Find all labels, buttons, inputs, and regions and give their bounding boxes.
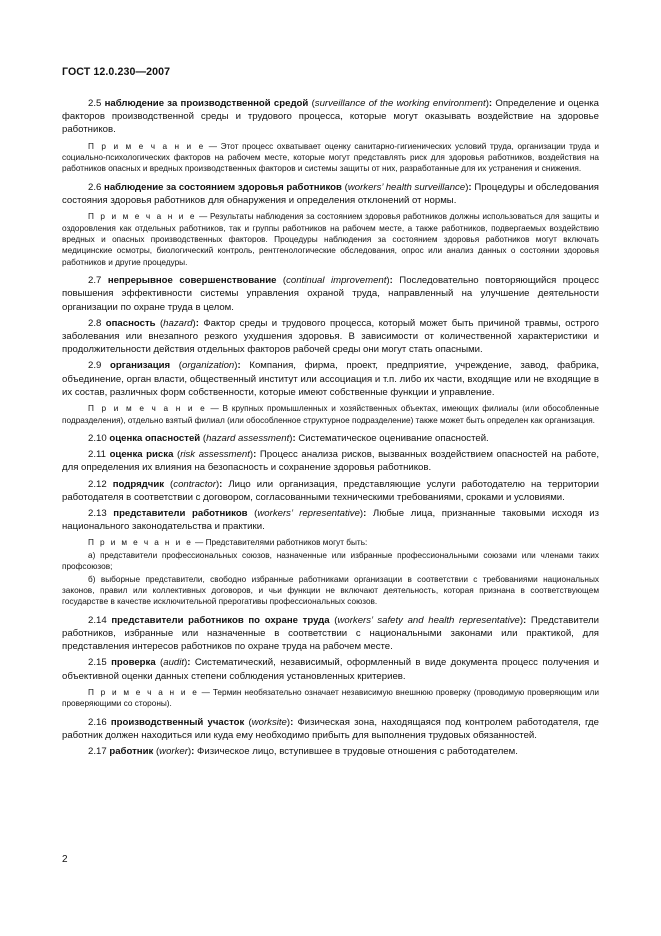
term-colon: : <box>468 181 472 193</box>
term-english: surveillance of the working environment <box>314 98 486 109</box>
term-definition: Последовательно повторяющийся процесс повышения эффективности системы управления охраной труда, направленный на улучшение деятельности организации по охране труда в целом. <box>62 275 599 313</box>
term-colon: : <box>363 507 367 519</box>
document-header: ГОСТ 12.0.230—2007 <box>62 66 171 78</box>
term-entry: 2.10 оценка опасностей (hazard assessment): Систематическое оценивание опасностей. <box>88 432 489 444</box>
term-entry: 2.9 организация (organization): Компания, фирма, проект, предприятие, учреждение, завод, фабрика, объединение, орган власти, общественный институт или ассоциация и т.п. либо их части, входящие или не входящие в их состав, различных форм собственности, которые имеют собственные функции и управление. <box>62 360 599 398</box>
term-definition: Любые лица, признанные таковыми исходя из национального законодательства и практики. <box>62 507 599 533</box>
term-entry: 2.8 опасность (hazard): Фактор среды и трудового процесса, который может быть причиной травмы, острого заболевания или внезапного резкого ухудшения здоровья. В зависимости от количественной характеристики и продолжительности действия отдельных факторов рабочей среды они могут стать опасными. <box>62 317 599 356</box>
term-note <box>62 141 599 175</box>
term-definition: Процесс анализа рисков, вызванных воздействием опасностей на работе, для определения их влияния на безопасность и сохранение здоровья работников. <box>62 449 599 474</box>
note-label: П р и м е ч а н и е <box>88 538 193 548</box>
term-entry: 2.12 подрядчик (contractor): Лицо или организация, представляющие услуги работодателю на территории работодателя в соответствии с договором, согласованными техническими требованиями, сроками и условиями. <box>62 478 599 503</box>
term-entry: 2.15 проверка (audit): Систематический, независимый, оформленный в виде документа процесс получения и объективной оценки данных степени соблюдения установленных критериев. <box>62 657 599 682</box>
term-entry: 2.6 наблюдение за состоянием здоровья работников (workers’ health surveillance): Процедуры и обследования состояния здоровья работников для обнаружения и определения отклонений от нормы. <box>62 181 600 207</box>
term-name: наблюдение за производственной средой <box>104 98 309 109</box>
note-label: П р и м е ч а н и е <box>88 404 207 414</box>
note-text: Этот процесс охватывает оценку санитарно-гигиенических условий труда, организации труда и социально-психологических факторов на рабочем месте, которые могут представлять риск для здоровья работников, воздействия на работников опасных и вредных производственных факторов и системы защиты от них, разработанные для их устранения и снижения. <box>62 141 599 174</box>
term-definition: Компания, фирма, проект, предприятие, учреждение, завод, фабрика, объединение, орган власти, общественный институт или ассоциация и т.п. либо их части, входящие или не входящие в их состав, различных форм собственности, которые имеют собственные функции и управление. <box>62 360 599 398</box>
term-note <box>62 537 599 548</box>
note-text: б) выборные представители, свободно избранные работниками организации в соответствии с требованиями национальных законов, правил или коллективных договоров, и чьи функции не включают деятельность, которая признана в соответствующем государстве в качестве исключительной прерогативы профессиональных союзов. <box>62 574 599 607</box>
note-label: П р и м е ч а н и е <box>88 141 206 151</box>
term-number: 2.7 <box>88 275 102 287</box>
term-name: подрядчик <box>112 478 165 490</box>
term-english: worker <box>159 746 188 757</box>
term-entry: 2.13 представители работников (workers’ representative): Любые лица, признанные таковыми исходя из национального законодательства и практики. <box>62 507 599 533</box>
term-definition: Лицо или организация, представляющие услуги работодателю на территории работодателя в соответствии с договором, согласованными техническими требованиями, сроками и условиями. <box>62 478 599 503</box>
term-number: 2.12 <box>88 478 107 490</box>
term-definition: Систематическое оценивание опасностей. <box>298 432 489 444</box>
term-number: 2.8 <box>88 317 102 329</box>
term-note <box>62 403 599 426</box>
term-name: организация <box>110 360 171 372</box>
term-name: производственный участок <box>110 716 245 728</box>
note-dash: — <box>206 404 223 414</box>
term-note <box>62 211 599 268</box>
term-colon: : <box>253 449 257 461</box>
term-number: 2.16 <box>88 716 107 728</box>
term-colon: : <box>187 657 191 669</box>
term-number: 2.5 <box>88 98 102 109</box>
term-entry: 2.7 непрерывное совершенствование (continual improvement): Последовательно повторяющийся процесс повышения эффективности системы управления охраной труда, направленный на улучшение деятельности организации по охране труда в целом. <box>62 275 599 313</box>
term-number: 2.6 <box>88 181 102 193</box>
term-note <box>62 574 599 608</box>
term-colon: : <box>290 716 294 728</box>
term-name: оценка опасностей <box>109 432 201 444</box>
term-english: hazard <box>163 317 193 329</box>
note-dash: — <box>196 212 210 222</box>
term-number: 2.17 <box>88 746 107 757</box>
note-text: Результаты наблюдения за состоянием здоровья работников должны использоваться для защиты и оздоровления как отдельных работников, так и группы работников на рабочем месте, а также работников, подвергаемых воздействию вредных и опасных производственных факторов. Процедуры наблюдения за состоянием здоровья работников могут включать медицинские осмотры, биологический контроль, рентгенологические обследования, опрос или анализ данных о состоянии здоровья работников и другие процедуры. <box>62 212 599 267</box>
term-entry: 2.14 представители работников по охране труда (workers’ safety and health representative): Представители работников, избранные или назначенные в соответствии с национальными законами или практикой, для представления интересов работников по охране труда на рабочем месте. <box>62 614 600 653</box>
term-colon: : <box>237 360 241 372</box>
note-text: Представителями работников могут быть: <box>205 538 368 548</box>
note-text: а) представители профессиональных союзов, назначенные или избранные профессиональными союзами или членами таких профсоюзов; <box>62 550 599 572</box>
term-name: работник <box>109 746 154 757</box>
term-english: continual improvement <box>286 275 387 287</box>
term-number: 2.15 <box>88 657 107 669</box>
term-definition: Систематический, независимый, оформленный в виде документа процесс получения и объективной оценки данных степени соблюдения установленных критериев. <box>62 657 599 682</box>
term-english: worksite <box>251 716 287 728</box>
term-name: опасность <box>105 317 156 329</box>
term-english: risk assessment <box>180 449 250 461</box>
note-text: Термин необязательно означает независимую внешнюю проверку (проводимую проверяющим или проверяющими со стороны). <box>62 687 599 709</box>
term-english: audit <box>163 657 185 669</box>
term-name: оценка риска <box>109 449 174 461</box>
term-entry: 2.5 наблюдение за производственной средой (surveillance of the working environment): Определение и оценка факторов производственной среды и трудового процесса, которые могут оказывать воздействие на здоровье работников. <box>62 98 599 136</box>
term-name: непрерывное совершенствование <box>107 275 277 287</box>
terms-content <box>62 97 599 761</box>
note-label: П р и м е ч а н и е <box>88 212 197 222</box>
term-entry: 2.16 производственный участок (worksite): Физическая зона, находящаяся под контролем работодателя, где работник должен находиться или куда ему необходимо прибыть для выполнения трудовых обязанностей. <box>62 716 599 741</box>
note-dash: — <box>192 538 206 548</box>
term-colon: : <box>219 478 223 490</box>
term-entry: 2.17 работник (worker): Физическое лицо, вступившее в трудовые отношения с работодателем. <box>88 746 518 757</box>
term-number: 2.11 <box>88 449 106 461</box>
term-english: workers’ health surveillance <box>347 181 466 193</box>
term-colon: : <box>523 614 527 626</box>
term-english: contractor <box>173 478 216 490</box>
term-colon: : <box>195 317 199 329</box>
term-colon: : <box>389 275 393 287</box>
term-name: проверка <box>111 657 156 669</box>
term-definition: Физическое лицо, вступившее в трудовые отношения с работодателем. <box>197 746 518 757</box>
term-definition: Определение и оценка факторов производственной среды и трудового процесса, которые могут оказывать воздействие на здоровье работников. <box>62 98 599 136</box>
term-number: 2.14 <box>88 614 107 626</box>
term-number: 2.10 <box>88 432 107 444</box>
note-text: В крупных промышленных и хозяйственных объектах, имеющих филиалы (или обособленные подразделения), отдельно взятый филиал (или обособленное структурное подразделение) также может быть определен как организация. <box>62 404 599 425</box>
term-definition: Представители работников, избранные или назначенные в соответствии с национальными законами или практикой, для представления интересов работников по охране труда на рабочем месте. <box>62 614 600 653</box>
note-dash: — <box>198 687 213 697</box>
term-note <box>62 550 599 573</box>
term-name: представители работников <box>113 507 248 519</box>
term-colon: : <box>488 98 493 109</box>
term-number: 2.9 <box>88 360 102 372</box>
term-entry: 2.11 оценка риска (risk assessment): Процесс анализа рисков, вызванных воздействием опасностей на работе, для определения их влияния на безопасность и сохранение здоровья работников. <box>62 449 599 474</box>
term-name: представители работников по охране труда <box>111 614 330 626</box>
term-english: workers’ safety and health representative <box>337 614 520 626</box>
term-english: hazard assessment <box>206 432 290 444</box>
term-english: workers’ representative <box>257 507 360 519</box>
term-english: organization <box>182 360 235 372</box>
term-definition: Физическая зона, находящаяся под контролем работодателя, где работник должен находиться или куда ему необходимо прибыть для выполнения трудовых обязанностей. <box>62 716 599 741</box>
term-number: 2.13 <box>88 507 107 519</box>
term-colon: : <box>191 746 195 757</box>
term-definition: Процедуры и обследования состояния здоровья работников для обнаружения и определения отклонений от нормы. <box>62 181 600 207</box>
term-colon: : <box>292 432 296 444</box>
note-dash: — <box>205 141 221 151</box>
term-name: наблюдение за состоянием здоровья работников <box>104 181 342 193</box>
term-note <box>62 687 599 710</box>
term-definition: Фактор среды и трудового процесса, который может быть причиной травмы, острого заболевания или внезапного резкого ухудшения здоровья. В зависимости от количественной характеристики и продолжительности действия отдельных факторов рабочей среды они могут стать опасными. <box>62 317 599 356</box>
note-label: П р и м е ч а н и е <box>88 687 199 697</box>
page-number: 2 <box>62 854 68 865</box>
